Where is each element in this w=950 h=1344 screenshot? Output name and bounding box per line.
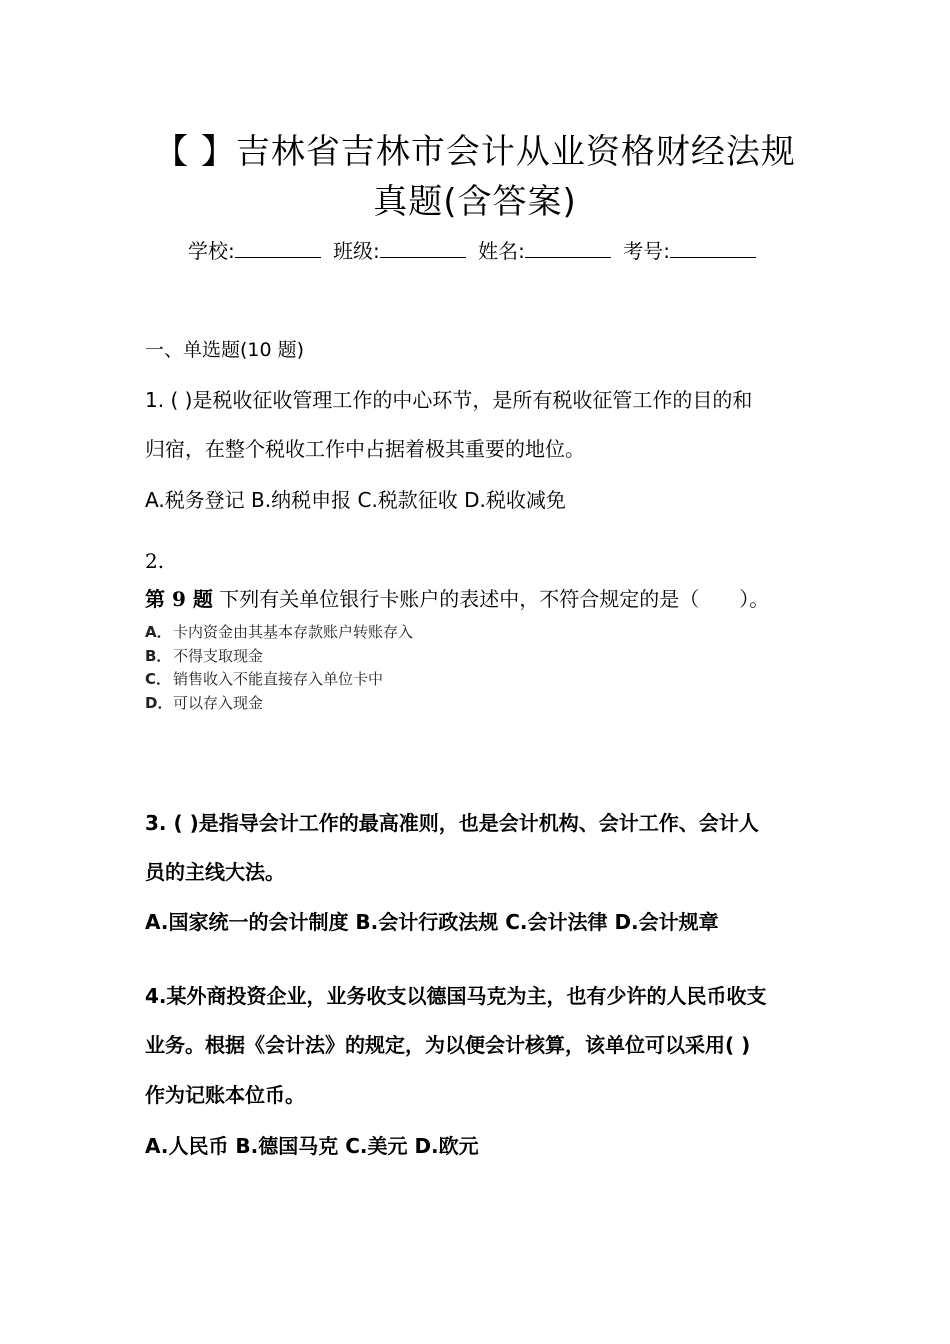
question-4-line-3: 作为记账本位币。 xyxy=(145,1083,305,1107)
question-2-option-d xyxy=(145,692,825,716)
exam-number-blank xyxy=(670,237,756,258)
question-3-options: A.国家统一的会计制度 B.会计行政法规 C.会计法律 D.会计规章 xyxy=(145,910,719,934)
option-d-text: 可以存入现金 xyxy=(173,693,264,712)
school-label: 学校: xyxy=(187,239,235,263)
question-2-option-c xyxy=(145,668,825,692)
question-2-heading xyxy=(145,585,825,613)
question-1-options: A.税务登记 B.纳税申报 C.税款征收 D.税收减免 xyxy=(145,488,566,512)
question-4-line-2: 业务。根据《会计法》的规定，为以便会计核算，该单位可以采用( ) xyxy=(145,1033,751,1057)
option-a-letter: A． xyxy=(145,623,172,641)
school-blank xyxy=(235,237,321,258)
question-3-line-2: 员的主线大法。 xyxy=(145,860,285,884)
option-c-text: 销售收入不能直接存入单位卡中 xyxy=(173,670,384,688)
document-title-line-1: 【 】吉林省吉林市会计从业资格财经法规 xyxy=(154,132,796,172)
option-d-letter: D． xyxy=(145,693,173,712)
document-title-line-2: 真题(含答案) xyxy=(373,182,577,222)
question-2-title-text: 下列有关单位银行卡账户的表述中，不符合规定的是（ ）。 xyxy=(212,587,770,611)
question-2-option-a xyxy=(145,621,825,645)
student-info-line xyxy=(95,236,855,266)
question-4-options: A.人民币 B.德国马克 C.美元 D.欧元 xyxy=(145,1134,479,1158)
question-2-option-b xyxy=(145,645,825,669)
exam-number-label: 考号: xyxy=(623,239,671,263)
question-2-embedded-image xyxy=(145,585,825,715)
name-blank xyxy=(525,237,611,258)
option-c-letter: C． xyxy=(145,670,172,688)
name-label: 姓名: xyxy=(478,239,525,263)
question-1-line-2: 归宿，在整个税收工作中占据着极其重要的地位。 xyxy=(145,437,585,461)
option-b-letter: B． xyxy=(145,646,172,665)
question-2-title-number: 第 9 题 xyxy=(145,587,213,611)
question-2-number: 2. xyxy=(145,549,165,573)
question-4-line-1: 4.某外商投资企业，业务收支以德国马克为主，也有少许的人民币收支 xyxy=(145,984,767,1008)
option-b-text: 不得支取现金 xyxy=(173,646,264,665)
question-3-line-1: 3. ( )是指导会计工作的最高准则，也是会计机构、会计工作、会计人 xyxy=(145,811,759,835)
section-heading: 一、单选题(10 题) xyxy=(145,339,305,361)
class-blank xyxy=(380,237,466,258)
class-label: 班级: xyxy=(333,239,380,263)
option-a-text: 卡内资金由其基本存款账户转账存入 xyxy=(173,623,414,641)
question-1-line-1: 1. ( )是税收征收管理工作的中心环节，是所有税收征管工作的目的和 xyxy=(145,388,753,412)
question-2-options xyxy=(145,621,825,715)
